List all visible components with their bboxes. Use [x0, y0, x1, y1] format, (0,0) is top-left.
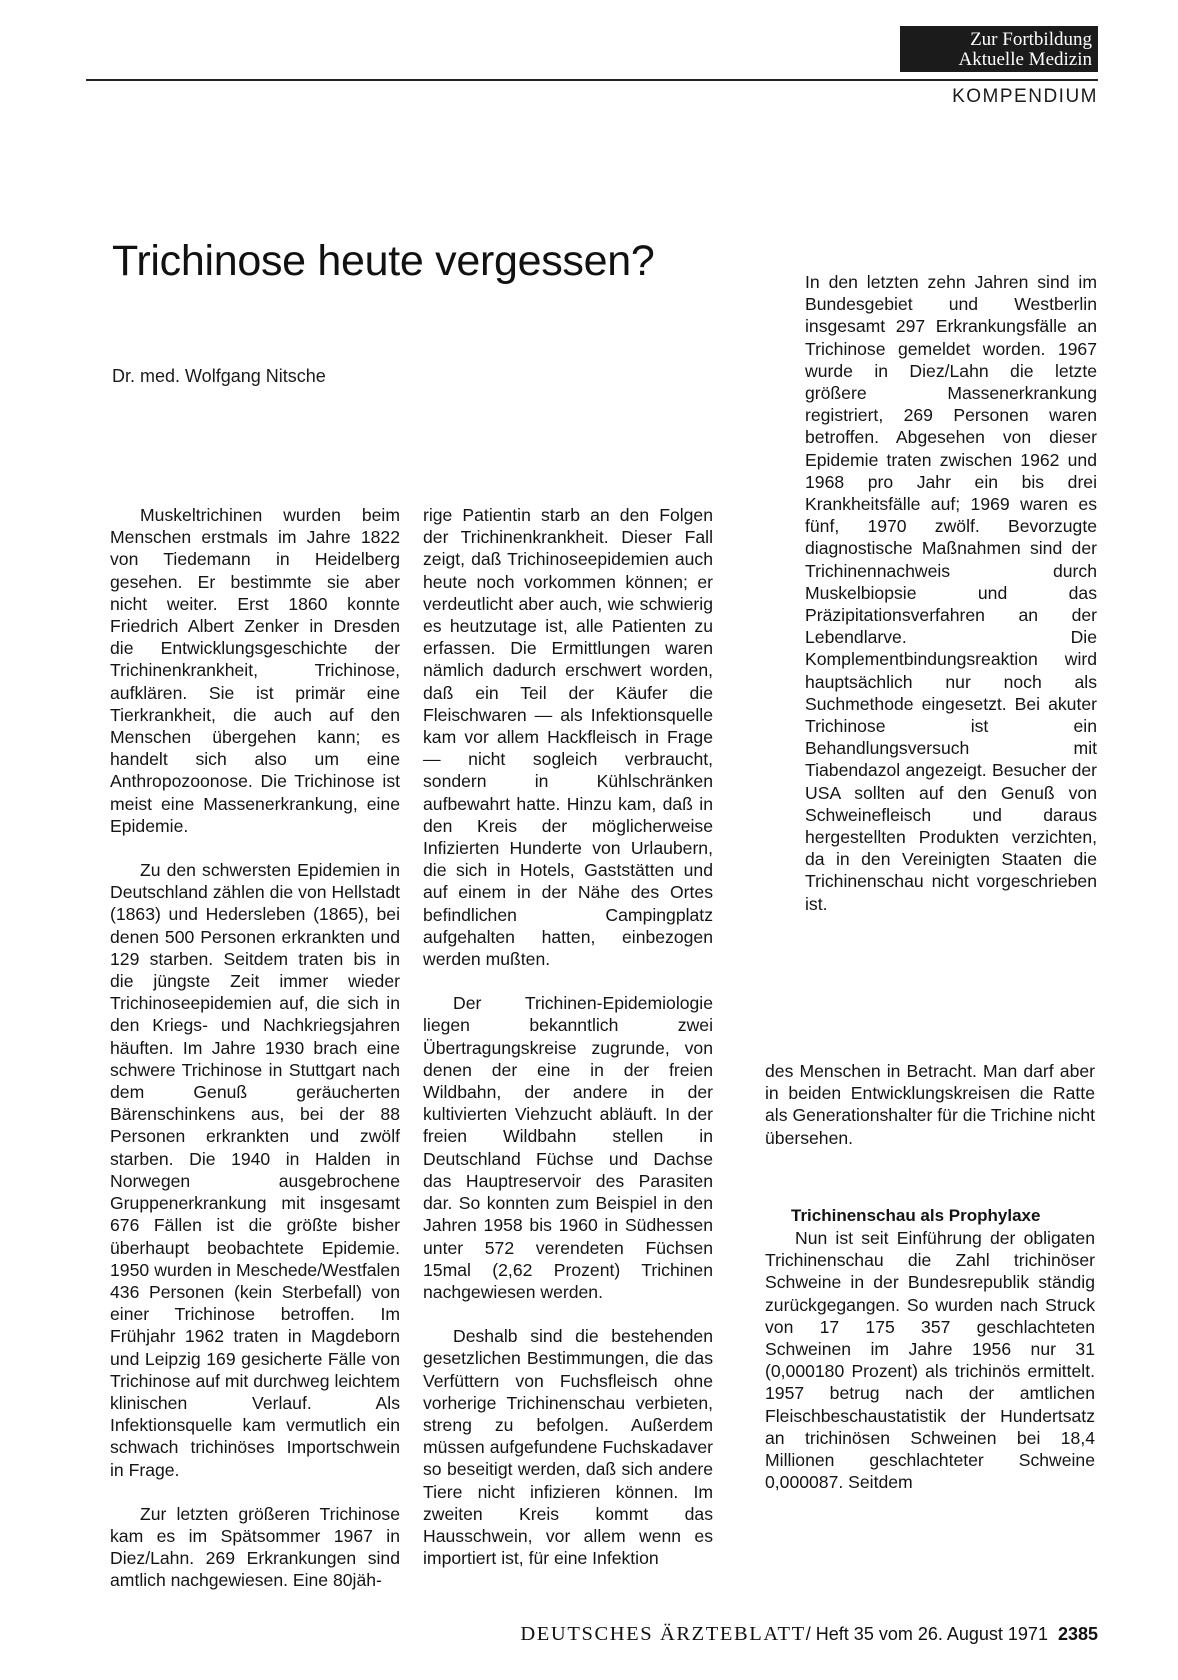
- text-column-3-bottom: [765, 1060, 1095, 1493]
- page-footer: [520, 1623, 1098, 1646]
- rubric-line-2: Aktuelle Medizin: [958, 49, 1092, 70]
- paragraph: Der Trichinen-Epidemiologie liegen bekanntlich zwei Übertragungskreise zugrunde, von denen der eine in der freien Wildbahn, der andere in der kultivierten Viehzucht abläuft. In der freien Wildbahn stellen in Deutschland Füchse und Dachse das Hauptreservoir des Parasiten dar. So konnten zum Beispiel in den Jahren 1958 bis 1960 in Südhessen unter 572 verendeten Füchsen 15mal (2,62 Prozent) Trichinen nachgewiesen werden.: [423, 993, 713, 1302]
- paragraph: rige Patientin starb an den Folgen der Trichinenkrankheit. Dieser Fall zeigt, daß Trichinoseepidemien auch heute noch vorkommen können; er verdeutlicht aber auch, wie schwierig es heutzutage ist, alle Patienten zu erfassen. Die Ermittlungen waren nämlich dadurch erschwert worden, daß ein Teil der Käufer die Fleischwaren — als Infektionsquelle kam vor allem Hackfleisch in Frage — nicht sogleich verbraucht, sondern in Kühlschränken aufbewahrt hatte. Hinzu kam, daß in den Kreis der möglicherweise Infizierten Hunderte von Urlaubern, die sich in Hotels, Gaststätten und auf einem in der Nähe des Ortes befindlichen Campingplatz aufgehalten hatten, einbezogen werden mußten.: [423, 505, 713, 970]
- header-rule: [86, 79, 1098, 81]
- rubric-line-1: Zur Fortbildung: [970, 29, 1092, 50]
- page-number: 2385: [1057, 1624, 1098, 1644]
- paragraph: Zur letzten größeren Trichinose kam es im Spätsommer 1967 in Diez/Lahn. 269 Erkrankungen sind amtlich nachgewiesen. Eine 80jäh-: [110, 1503, 400, 1591]
- paragraph: Muskeltrichinen wurden beim Menschen erstmals im Jahre 1822 von Tiedemann in Heidelberg gesehen. Er bestimmte sie aber nicht weiter. Erst 1860 konnte Friedrich Albert Zenker in Dresden die Entwicklungsgeschichte der Trichinenkrankheit, Trichinose, aufklären. Sie ist primär eine Tierkrankheit, die auch auf den Menschen übergehen kann; es handelt sich also um eine Anthropozoonose. Die Trichinose ist meist eine Massenerkrankung, eine Epidemie.: [110, 505, 400, 836]
- text-column-3-top: [805, 271, 1097, 915]
- paragraph: Deshalb sind die bestehenden gesetzlichen Bestimmungen, die das Verfüttern von Fuchsfleisch ohne vorherige Trichinenschau verbieten, streng zu befolgen. Außerdem müssen aufgefundene Fuchskadaver so beseitigt werden, daß sich andere Tiere nicht infizieren können. Im zweiten Kreis kommt das Hausschwein, vor allem wenn es importiert ist, für eine Infektion: [423, 1326, 713, 1569]
- paragraph: des Menschen in Betracht. Man darf aber in beiden Entwicklungskreisen die Ratte als Generationshalter für die Trichine nicht übersehen.: [765, 1061, 1095, 1148]
- article-author: Dr. med. Wolfgang Nitsche: [112, 366, 326, 386]
- text-column-2: [423, 504, 713, 1569]
- text-column-1: [110, 504, 400, 1592]
- paragraph: In den letzten zehn Jahren sind im Bundesgebiet und Westberlin insgesamt 297 Erkrankungsfälle an Trichinose gemeldet worden. 1967 wurde in Diez/Lahn die letzte größere Massenerkrankung registriert, 269 Personen waren betroffen. Abgesehen von dieser Epidemie traten zwischen 1962 und 1968 pro Jahr ein bis drei Krankheitsfälle auf; 1969 waren es fünf, 1970 zwölf. Bevorzugte diagnostische Maßnahmen sind der Trichinennachweis durch Muskelbiopsie und das Präzipitationsverfahren an der Lebendlarve. Die Komplementbindungsreaktion wird hauptsächlich nur noch als Suchmethode eingesetzt. Bei akuter Trichinose ist ein Behandlungsversuch mit Tiabendazol angezeigt. Besucher der USA sollten auf den Genuß von Schweinefleisch und daraus hergestellten Produkten verzichten, da in den Vereinigten Staaten die Trichinenschau nicht vorgeschrieben ist.: [805, 272, 1097, 914]
- section-label: KOMPENDIUM: [952, 86, 1098, 107]
- subheading: Trichinenschau als Prophylaxe: [791, 1205, 1041, 1225]
- journal-masthead: DEUTSCHES ÄRZTEBLATT: [520, 1623, 806, 1645]
- paragraph: Zu den schwersten Epidemien in Deutschland zählen die von Hellstadt (1863) und Hedersleben (1865), bei denen 500 Personen erkrankten und 129 starben. Seitdem traten bis in die jüngste Zeit immer wieder Trichinoseepidemien auf, die sich in den Kriegs- und Nachkriegsjahren häuften. Im Jahre 1930 brach eine schwere Trichinose in Stuttgart nach dem Genuß geräucherten Bärenschinkens aus, bei der 88 Personen erkrankten und zwölf starben. Die 1940 in Halden in Norwegen ausgebrochene Gruppenerkrankung mit insgesamt 676 Fällen ist die größte bisher überhaupt beobachtete Epidemie. 1950 wurden in Meschede/Westfalen 436 Personen (kein Sterbefall) von einer Trichinose betroffen. Im Frühjahr 1962 traten in Magdeborn und Leipzig 169 gesicherte Fälle von Trichinose auf mit durchweg leichtem klinischen Verlauf. Als Infektionsquelle kam vermutlich ein schwach trichinöses Importschwein in Frage.: [110, 860, 400, 1480]
- paragraph: Nun ist seit Einführung der obligaten Trichinenschau die Zahl trichinöser Schweine in der Bundesrepublik ständig zurückgegangen. So wurden nach Struck von 17 175 357 geschlachteten Schweinen im Jahre 1956 nur 31 (0,000180 Prozent) als trichinös ermittelt. 1957 betrug nach der amtlichen Fleischbeschaustatistik der Hundertsatz an trichinösen Schweinen bei 18,4 Millionen geschlachteter Schweine 0,000087. Seitdem: [765, 1228, 1095, 1493]
- article-title: Trichinose heute vergessen?: [112, 237, 655, 285]
- issue-info: / Heft 35 vom 26. August 1971: [805, 1624, 1048, 1644]
- rubric-badge: [900, 26, 1098, 72]
